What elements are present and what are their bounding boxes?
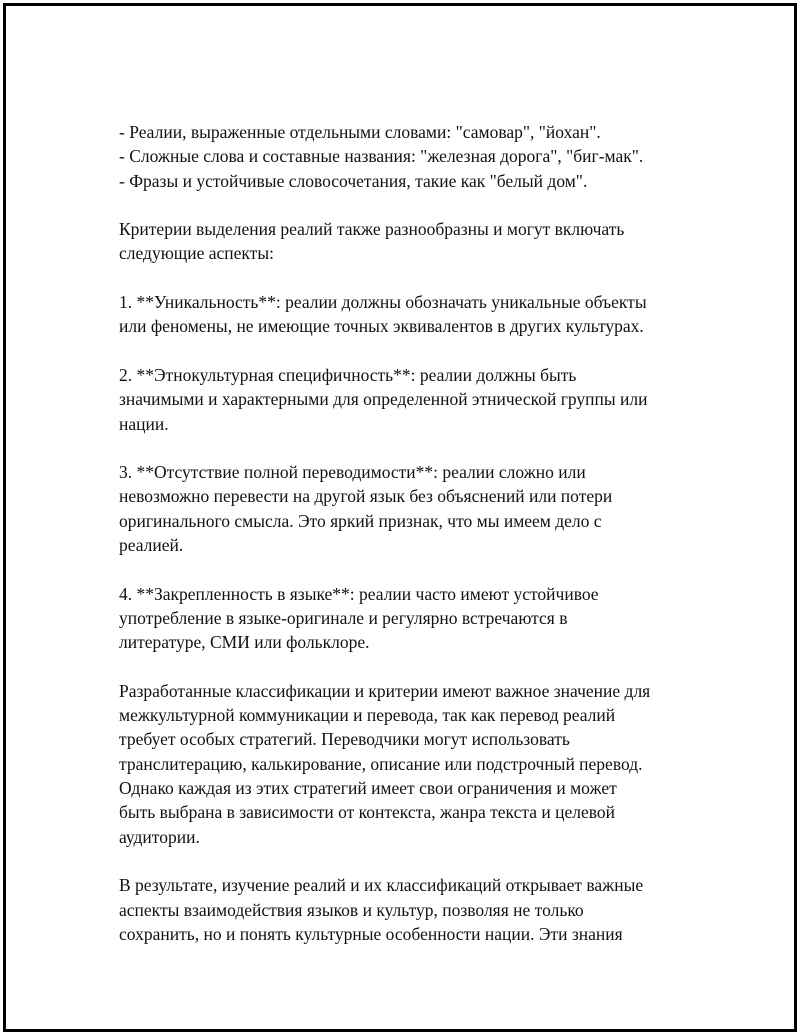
- text-line: нации.: [119, 413, 169, 434]
- text-line: невозможно перевести на другой язык без объяснений или потери: [119, 486, 613, 507]
- text-line: аудитории.: [119, 826, 200, 847]
- text-line: Разработанные классификации и критерии имеют важное значение для: [119, 680, 651, 701]
- paragraph-criteria-intro: [119, 217, 719, 266]
- text-line: требует особых стратегий. Переводчики могут использовать: [119, 729, 570, 750]
- text-line: быть выбрана в зависимости от контекста, жанра текста и целевой: [119, 802, 616, 823]
- bullet-list: [119, 120, 719, 193]
- document-body: [119, 120, 719, 970]
- bullet-item: - Фразы и устойчивые словосочетания, такие как "белый дом".: [119, 170, 588, 191]
- paragraph-conclusion: [119, 873, 719, 946]
- text-line: 2. **Этнокультурная специфичность**: реалии должны быть: [119, 364, 577, 385]
- text-line: оригинального смысла. Это яркий признак, что мы имеем дело с: [119, 510, 602, 531]
- text-line: транслитерацию, калькирование, описание или подстрочный перевод.: [119, 753, 643, 774]
- text-line: сохранить, но и понять культурные особенности нации. Эти знания: [119, 923, 623, 944]
- text-line: В результате, изучение реалий и их классификаций открывает важные: [119, 875, 644, 896]
- bullet-item: - Реалии, выраженные отдельными словами: "самовар", "йохан".: [119, 122, 601, 142]
- paragraph-criterion-untranslatability: [119, 460, 719, 557]
- paragraph-criterion-uniqueness: [119, 290, 719, 339]
- text-line: 1. **Уникальность**: реалии должны обозначать уникальные объекты: [119, 292, 647, 313]
- text-line: межкультурной коммуникации и перевода, так как перевод реалий: [119, 705, 616, 726]
- text-line: литературе, СМИ или фольклоре.: [119, 632, 370, 653]
- paragraph-criterion-ethnocultural: [119, 363, 719, 436]
- paragraph-translation-strategies: [119, 679, 719, 849]
- text-line: Критерии выделения реалий также разнообразны и могут включать: [119, 219, 625, 240]
- document-page: [3, 3, 797, 1032]
- bullet-item: - Сложные слова и составные названия: "железная дорога", "биг-мак".: [119, 146, 644, 167]
- text-line: реалией.: [119, 535, 184, 556]
- text-line: употребление в языке-оригинале и регулярно встречаются в: [119, 607, 568, 628]
- text-line: следующие аспекты:: [119, 243, 274, 264]
- paragraph-criterion-entrenchment: [119, 582, 719, 655]
- text-line: или феномены, не имеющие точных эквивалентов в других культурах.: [119, 316, 644, 337]
- text-line: 4. **Закрепленность в языке**: реалии часто имеют устойчивое: [119, 583, 599, 604]
- text-line: аспекты взаимодействия языков и культур, позволяя не только: [119, 899, 584, 920]
- text-line: Однако каждая из этих стратегий имеет свои ограничения и может: [119, 778, 617, 799]
- text-line: 3. **Отсутствие полной переводимости**: реалии сложно или: [119, 462, 586, 483]
- text-line: значимыми и характерными для определенной этнической группы или: [119, 389, 648, 410]
